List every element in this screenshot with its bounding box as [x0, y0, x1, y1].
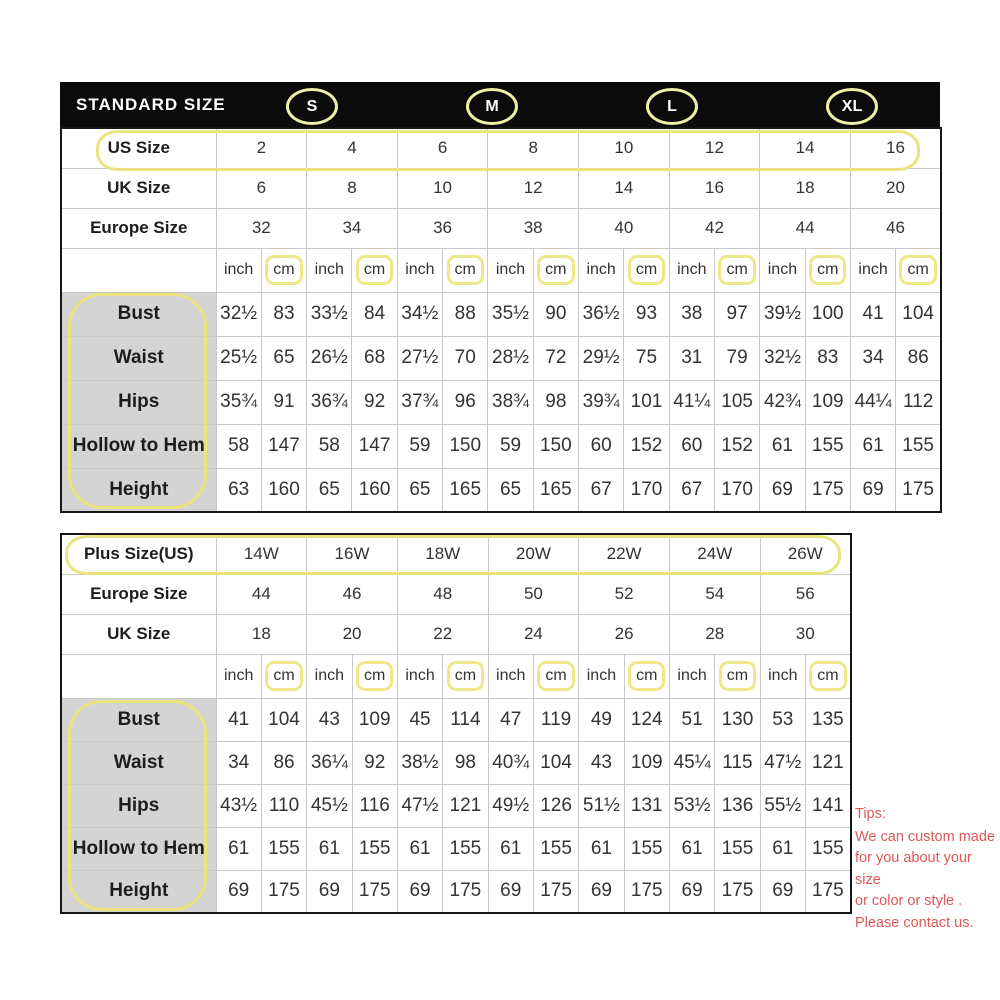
size-value: 52 — [579, 574, 670, 614]
measurement-value: 175 — [624, 870, 669, 913]
size-row — [61, 128, 941, 168]
measurement-value: 155 — [261, 827, 306, 870]
measurement-value: 41 — [850, 292, 895, 336]
unit-cm — [261, 654, 306, 698]
measurement-value: 175 — [352, 870, 397, 913]
unit-inch: inch — [397, 654, 442, 698]
size-value: 54 — [669, 574, 760, 614]
measurement-value: 79 — [714, 336, 759, 380]
measurement-value: 86 — [896, 336, 941, 380]
measurement-value: 160 — [261, 468, 306, 512]
row-label: Europe Size — [61, 208, 216, 248]
size-value: 14 — [760, 128, 851, 168]
measurement-value: 69 — [760, 468, 805, 512]
tips-title: Tips: — [855, 806, 886, 822]
size-value: 8 — [307, 168, 398, 208]
size-value: 50 — [488, 574, 579, 614]
measurement-value: 69 — [397, 870, 442, 913]
measurement-value: 175 — [533, 870, 578, 913]
measurement-value: 69 — [850, 468, 895, 512]
cm-highlight-box: cm — [719, 661, 756, 691]
cm-highlight-box: cm — [356, 661, 393, 691]
measurement-value: 116 — [352, 784, 397, 827]
size-value: 4 — [307, 128, 398, 168]
measurement-value: 90 — [533, 292, 578, 336]
measurement-value: 130 — [715, 698, 760, 741]
size-value: 18W — [397, 534, 488, 574]
measurement-row — [61, 870, 851, 913]
measurement-value: 69 — [669, 870, 714, 913]
measurement-value: 51½ — [579, 784, 624, 827]
size-value: 30 — [760, 614, 851, 654]
empty-cell — [61, 248, 216, 292]
cm-highlight-box: cm — [447, 661, 484, 691]
measurement-value: 155 — [805, 827, 850, 870]
measurement-value: 34 — [216, 741, 261, 784]
size-value: 20 — [850, 168, 941, 208]
measurement-value: 34 — [850, 336, 895, 380]
measurement-value: 39½ — [760, 292, 805, 336]
measurement-value: 49½ — [488, 784, 533, 827]
measurement-value: 101 — [624, 380, 669, 424]
measurement-value: 72 — [533, 336, 578, 380]
measurement-value: 43 — [579, 741, 624, 784]
measurement-row — [61, 827, 851, 870]
measurement-row — [61, 292, 941, 336]
unit-inch: inch — [397, 248, 442, 292]
size-value: 36 — [397, 208, 488, 248]
unit-inch: inch — [669, 654, 714, 698]
measurement-value: 38 — [669, 292, 714, 336]
measurement-value: 97 — [714, 292, 759, 336]
measurement-value: 109 — [805, 380, 850, 424]
measurement-value: 84 — [352, 292, 397, 336]
measurement-value: 86 — [261, 741, 306, 784]
cm-highlight-box: cm — [537, 255, 574, 285]
measurement-value: 155 — [896, 424, 941, 468]
measurement-value: 155 — [805, 424, 850, 468]
size-row — [61, 208, 941, 248]
measurement-value: 119 — [533, 698, 578, 741]
measurement-value: 131 — [624, 784, 669, 827]
measurement-value: 155 — [352, 827, 397, 870]
unit-inch: inch — [669, 248, 714, 292]
size-value: 44 — [216, 574, 307, 614]
size-value: 32 — [216, 208, 307, 248]
measurement-value: 104 — [896, 292, 941, 336]
tips-line: for you about your size — [855, 850, 972, 888]
measurement-value: 59 — [488, 424, 533, 468]
measurement-value: 93 — [624, 292, 669, 336]
measurement-value: 121 — [443, 784, 488, 827]
unit-inch: inch — [760, 248, 805, 292]
cm-highlight-box: cm — [537, 661, 574, 691]
size-value: 14W — [216, 534, 307, 574]
size-value: 18 — [216, 614, 307, 654]
size-value: 34 — [307, 208, 398, 248]
unit-cm — [352, 248, 397, 292]
measurement-label: Hips — [61, 380, 216, 424]
unit-inch: inch — [850, 248, 895, 292]
unit-cm — [261, 248, 306, 292]
measurement-value: 45¼ — [669, 741, 714, 784]
measurement-value: 36¼ — [307, 741, 352, 784]
cm-highlight-box: cm — [628, 661, 665, 691]
size-value: 10 — [397, 168, 488, 208]
standard-size-header — [60, 82, 940, 127]
measurement-value: 44¼ — [850, 380, 895, 424]
size-value: 18 — [760, 168, 851, 208]
measurement-label: Hips — [61, 784, 216, 827]
cm-highlight-box: cm — [809, 255, 846, 285]
measurement-value: 147 — [352, 424, 397, 468]
size-value: 40 — [579, 208, 670, 248]
measurement-value: 40¾ — [488, 741, 533, 784]
measurement-value: 39¾ — [579, 380, 624, 424]
unit-cm — [624, 248, 669, 292]
measurement-row — [61, 424, 941, 468]
size-row — [61, 168, 941, 208]
measurement-value: 29½ — [579, 336, 624, 380]
measurement-value: 38½ — [397, 741, 442, 784]
measurement-label: Hollow to Hem — [61, 424, 216, 468]
measurement-value: 26½ — [307, 336, 352, 380]
measurement-value: 32½ — [760, 336, 805, 380]
row-label: UK Size — [61, 168, 216, 208]
measurement-value: 155 — [715, 827, 760, 870]
measurement-value: 75 — [624, 336, 669, 380]
measurement-value: 112 — [896, 380, 941, 424]
size-value: 24 — [488, 614, 579, 654]
measurement-value: 175 — [715, 870, 760, 913]
row-label: Europe Size — [61, 574, 216, 614]
size-bubble-m: M — [466, 88, 518, 125]
measurement-value: 124 — [624, 698, 669, 741]
unit-inch: inch — [307, 248, 352, 292]
unit-cm — [805, 248, 850, 292]
measurement-row — [61, 784, 851, 827]
measurement-value: 47½ — [397, 784, 442, 827]
measurement-value: 68 — [352, 336, 397, 380]
cm-highlight-box: cm — [809, 661, 846, 691]
measurement-value: 136 — [715, 784, 760, 827]
measurement-value: 70 — [443, 336, 488, 380]
plus-size-grid — [60, 533, 852, 914]
measurement-value: 92 — [352, 380, 397, 424]
measurement-value: 41¼ — [669, 380, 714, 424]
unit-inch: inch — [216, 248, 261, 292]
cm-highlight-box: cm — [718, 255, 755, 285]
size-value: 28 — [669, 614, 760, 654]
cm-highlight-box: cm — [356, 255, 393, 285]
measurement-value: 83 — [261, 292, 306, 336]
measurement-value: 61 — [579, 827, 624, 870]
measurement-value: 35½ — [488, 292, 533, 336]
unit-cm — [533, 654, 578, 698]
unit-inch: inch — [307, 654, 352, 698]
measurement-label: Waist — [61, 336, 216, 380]
measurement-value: 126 — [533, 784, 578, 827]
measurement-value: 69 — [579, 870, 624, 913]
standard-size-title: STANDARD SIZE — [76, 94, 226, 114]
measurement-value: 96 — [443, 380, 488, 424]
measurement-value: 98 — [443, 741, 488, 784]
measurement-row — [61, 741, 851, 784]
size-value: 6 — [216, 168, 307, 208]
measurement-value: 170 — [624, 468, 669, 512]
measurement-value: 121 — [805, 741, 850, 784]
measurement-value: 69 — [216, 870, 261, 913]
cm-highlight-box: cm — [628, 255, 665, 285]
measurement-value: 109 — [624, 741, 669, 784]
measurement-value: 175 — [443, 870, 488, 913]
size-bubble-l: L — [646, 88, 698, 125]
measurement-value: 110 — [261, 784, 306, 827]
size-bubble-xl: XL — [826, 88, 878, 125]
measurement-value: 165 — [533, 468, 578, 512]
size-value: 8 — [488, 128, 579, 168]
measurement-value: 61 — [669, 827, 714, 870]
measurement-value: 65 — [488, 468, 533, 512]
measurement-value: 47 — [488, 698, 533, 741]
measurement-value: 100 — [805, 292, 850, 336]
measurement-value: 36¾ — [307, 380, 352, 424]
measurement-value: 61 — [216, 827, 261, 870]
measurement-value: 43½ — [216, 784, 261, 827]
size-bubble-s: S — [286, 88, 338, 125]
measurement-value: 91 — [261, 380, 306, 424]
measurement-value: 49 — [579, 698, 624, 741]
measurement-value: 175 — [896, 468, 941, 512]
measurement-value: 170 — [714, 468, 759, 512]
size-value: 16 — [669, 168, 760, 208]
size-value: 42 — [669, 208, 760, 248]
measurement-value: 104 — [261, 698, 306, 741]
size-value: 46 — [307, 574, 398, 614]
measurement-value: 135 — [805, 698, 850, 741]
measurement-value: 83 — [805, 336, 850, 380]
measurement-value: 155 — [533, 827, 578, 870]
measurement-value: 47½ — [760, 741, 805, 784]
unit-cm — [352, 654, 397, 698]
size-row — [61, 574, 851, 614]
size-value: 20 — [307, 614, 398, 654]
unit-cm — [896, 248, 941, 292]
unit-cm — [443, 654, 488, 698]
measurement-value: 175 — [261, 870, 306, 913]
cm-highlight-box: cm — [447, 255, 484, 285]
measurement-value: 69 — [307, 870, 352, 913]
measurement-value: 88 — [443, 292, 488, 336]
measurement-value: 36½ — [579, 292, 624, 336]
measurement-value: 27½ — [397, 336, 442, 380]
measurement-row — [61, 380, 941, 424]
size-value: 24W — [669, 534, 760, 574]
row-label: Plus Size(US) — [61, 534, 216, 574]
measurement-value: 32½ — [216, 292, 261, 336]
unit-inch: inch — [488, 248, 533, 292]
unit-row — [61, 654, 851, 698]
measurement-value: 165 — [443, 468, 488, 512]
size-row — [61, 534, 851, 574]
measurement-value: 175 — [805, 870, 850, 913]
measurement-value: 61 — [850, 424, 895, 468]
measurement-label: Waist — [61, 741, 216, 784]
size-value: 16 — [850, 128, 941, 168]
measurement-label: Height — [61, 468, 216, 512]
measurement-value: 35¾ — [216, 380, 261, 424]
measurement-value: 45½ — [307, 784, 352, 827]
measurement-value: 65 — [261, 336, 306, 380]
measurement-value: 58 — [307, 424, 352, 468]
measurement-value: 109 — [352, 698, 397, 741]
measurement-value: 41 — [216, 698, 261, 741]
measurement-value: 147 — [261, 424, 306, 468]
measurement-value: 92 — [352, 741, 397, 784]
measurement-value: 58 — [216, 424, 261, 468]
measurement-value: 61 — [307, 827, 352, 870]
measurement-row — [61, 468, 941, 512]
size-value: 46 — [850, 208, 941, 248]
size-value: 2 — [216, 128, 307, 168]
measurement-value: 37¾ — [397, 380, 442, 424]
row-label: UK Size — [61, 614, 216, 654]
unit-inch: inch — [216, 654, 261, 698]
unit-cm — [714, 248, 759, 292]
row-label: US Size — [61, 128, 216, 168]
size-row — [61, 614, 851, 654]
measurement-row — [61, 336, 941, 380]
measurement-value: 150 — [533, 424, 578, 468]
unit-cm — [443, 248, 488, 292]
measurement-value: 69 — [488, 870, 533, 913]
size-value: 12 — [669, 128, 760, 168]
unit-inch: inch — [760, 654, 805, 698]
measurement-value: 31 — [669, 336, 714, 380]
size-value: 22 — [397, 614, 488, 654]
unit-inch: inch — [579, 654, 624, 698]
size-value: 14 — [579, 168, 670, 208]
measurement-value: 59 — [397, 424, 442, 468]
measurement-value: 69 — [760, 870, 805, 913]
measurement-value: 28½ — [488, 336, 533, 380]
unit-cm — [805, 654, 850, 698]
measurement-value: 60 — [669, 424, 714, 468]
measurement-value: 104 — [533, 741, 578, 784]
measurement-value: 42¾ — [760, 380, 805, 424]
measurement-label: Bust — [61, 698, 216, 741]
measurement-value: 33½ — [307, 292, 352, 336]
measurement-value: 25½ — [216, 336, 261, 380]
measurement-value: 61 — [397, 827, 442, 870]
size-value: 20W — [488, 534, 579, 574]
size-value: 12 — [488, 168, 579, 208]
measurement-value: 67 — [579, 468, 624, 512]
measurement-value: 51 — [669, 698, 714, 741]
measurement-value: 43 — [307, 698, 352, 741]
unit-cm — [624, 654, 669, 698]
tips-line: or color or style . — [855, 893, 963, 909]
size-value: 44 — [760, 208, 851, 248]
measurement-value: 38¾ — [488, 380, 533, 424]
cm-highlight-box: cm — [265, 255, 302, 285]
measurement-value: 53 — [760, 698, 805, 741]
measurement-value: 65 — [397, 468, 442, 512]
size-value: 22W — [579, 534, 670, 574]
measurement-value: 152 — [714, 424, 759, 468]
unit-row — [61, 248, 941, 292]
measurement-value: 63 — [216, 468, 261, 512]
tips-note — [855, 804, 997, 934]
measurement-value: 45 — [397, 698, 442, 741]
measurement-value: 65 — [307, 468, 352, 512]
unit-inch: inch — [579, 248, 624, 292]
size-value: 38 — [488, 208, 579, 248]
standard-size-table — [60, 82, 940, 513]
measurement-value: 53½ — [669, 784, 714, 827]
measurement-value: 34½ — [397, 292, 442, 336]
measurement-value: 155 — [443, 827, 488, 870]
measurement-label: Height — [61, 870, 216, 913]
tips-line: We can custom made — [855, 828, 995, 845]
measurement-label: Bust — [61, 292, 216, 336]
measurement-value: 155 — [624, 827, 669, 870]
unit-cm — [533, 248, 578, 292]
measurement-value: 98 — [533, 380, 578, 424]
standard-size-grid — [60, 127, 942, 513]
measurement-value: 55½ — [760, 784, 805, 827]
measurement-value: 150 — [443, 424, 488, 468]
measurement-value: 61 — [760, 827, 805, 870]
unit-cm — [715, 654, 760, 698]
size-value: 10 — [579, 128, 670, 168]
measurement-label: Hollow to Hem — [61, 827, 216, 870]
measurement-value: 141 — [805, 784, 850, 827]
measurement-value: 61 — [760, 424, 805, 468]
size-value: 26 — [579, 614, 670, 654]
size-value: 6 — [397, 128, 488, 168]
measurement-value: 60 — [579, 424, 624, 468]
measurement-value: 160 — [352, 468, 397, 512]
unit-inch: inch — [488, 654, 533, 698]
measurement-row — [61, 698, 851, 741]
plus-size-table — [60, 533, 850, 914]
measurement-value: 115 — [715, 741, 760, 784]
size-value: 48 — [397, 574, 488, 614]
size-value: 16W — [307, 534, 398, 574]
empty-cell — [61, 654, 216, 698]
size-value: 56 — [760, 574, 851, 614]
measurement-value: 61 — [488, 827, 533, 870]
cm-highlight-box: cm — [265, 661, 302, 691]
measurement-value: 105 — [714, 380, 759, 424]
size-value: 26W — [760, 534, 851, 574]
measurement-value: 114 — [443, 698, 488, 741]
measurement-value: 152 — [624, 424, 669, 468]
cm-highlight-box: cm — [899, 255, 936, 285]
measurement-value: 67 — [669, 468, 714, 512]
measurement-value: 175 — [805, 468, 850, 512]
tips-line: Please contact us. — [855, 914, 974, 931]
